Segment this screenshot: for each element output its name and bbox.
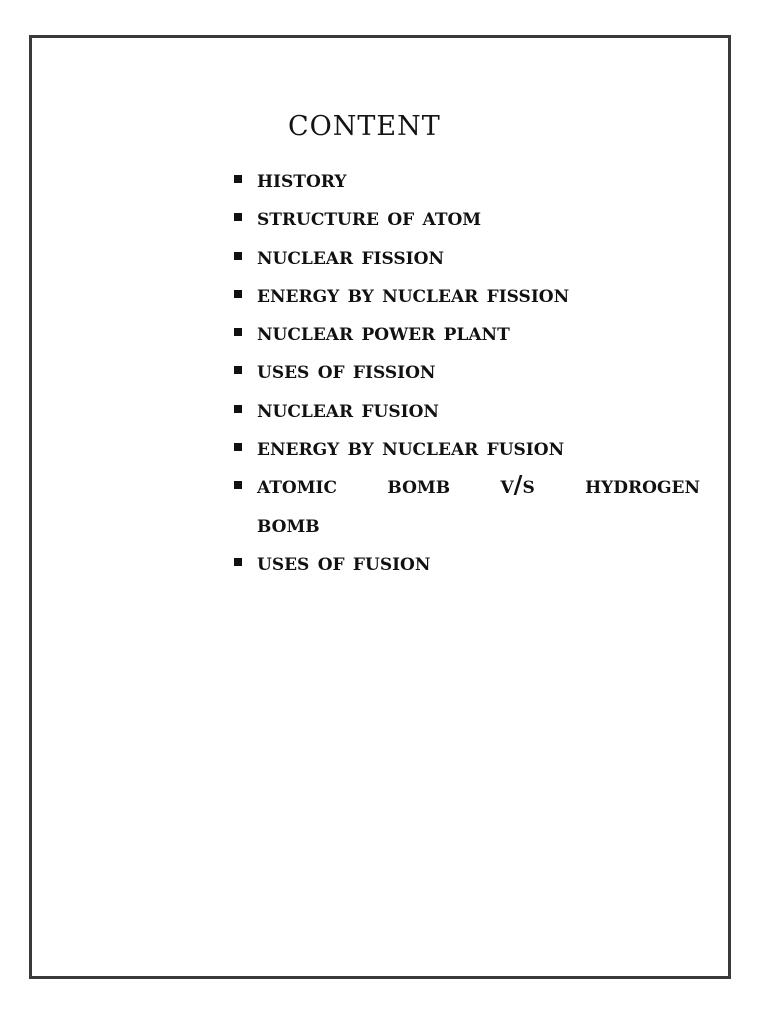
list-item-label: nuclear fission: [257, 240, 444, 270]
square-bullet-icon: [234, 328, 242, 336]
contents-list: [232, 160, 700, 581]
list-item-label: energy by nuclear fusion: [257, 432, 565, 462]
list-item: [232, 313, 700, 351]
list-item-label: energy by nuclear fission: [257, 278, 570, 308]
list-item-label: nuclear fusion: [257, 393, 439, 423]
square-bullet-icon: [234, 558, 242, 566]
square-bullet-icon: [234, 213, 242, 221]
square-bullet-icon: [234, 290, 242, 298]
square-bullet-icon: [234, 405, 242, 413]
square-bullet-icon: [234, 481, 242, 489]
square-bullet-icon: [234, 252, 242, 260]
list-item: [232, 275, 700, 313]
list-item: [232, 390, 700, 428]
square-bullet-icon: [234, 175, 242, 183]
list-item-label: uses of fission: [257, 355, 436, 385]
list-item: [232, 466, 700, 543]
list-item-label: atomic bomb v/s hydrogen bomb: [257, 470, 700, 538]
list-item: [232, 198, 700, 236]
square-bullet-icon: [234, 366, 242, 374]
page-title: content: [288, 100, 441, 144]
list-item: [232, 351, 700, 389]
list-item: [232, 237, 700, 275]
list-item-label: nuclear power plant: [257, 317, 510, 347]
list-item-label: uses of fusion: [257, 546, 431, 576]
list-item: [232, 160, 700, 198]
list-item: [232, 543, 700, 581]
list-item-label: structure of atom: [257, 202, 482, 232]
list-item: [232, 428, 700, 466]
square-bullet-icon: [234, 443, 242, 451]
list-item-label: history: [257, 164, 347, 193]
